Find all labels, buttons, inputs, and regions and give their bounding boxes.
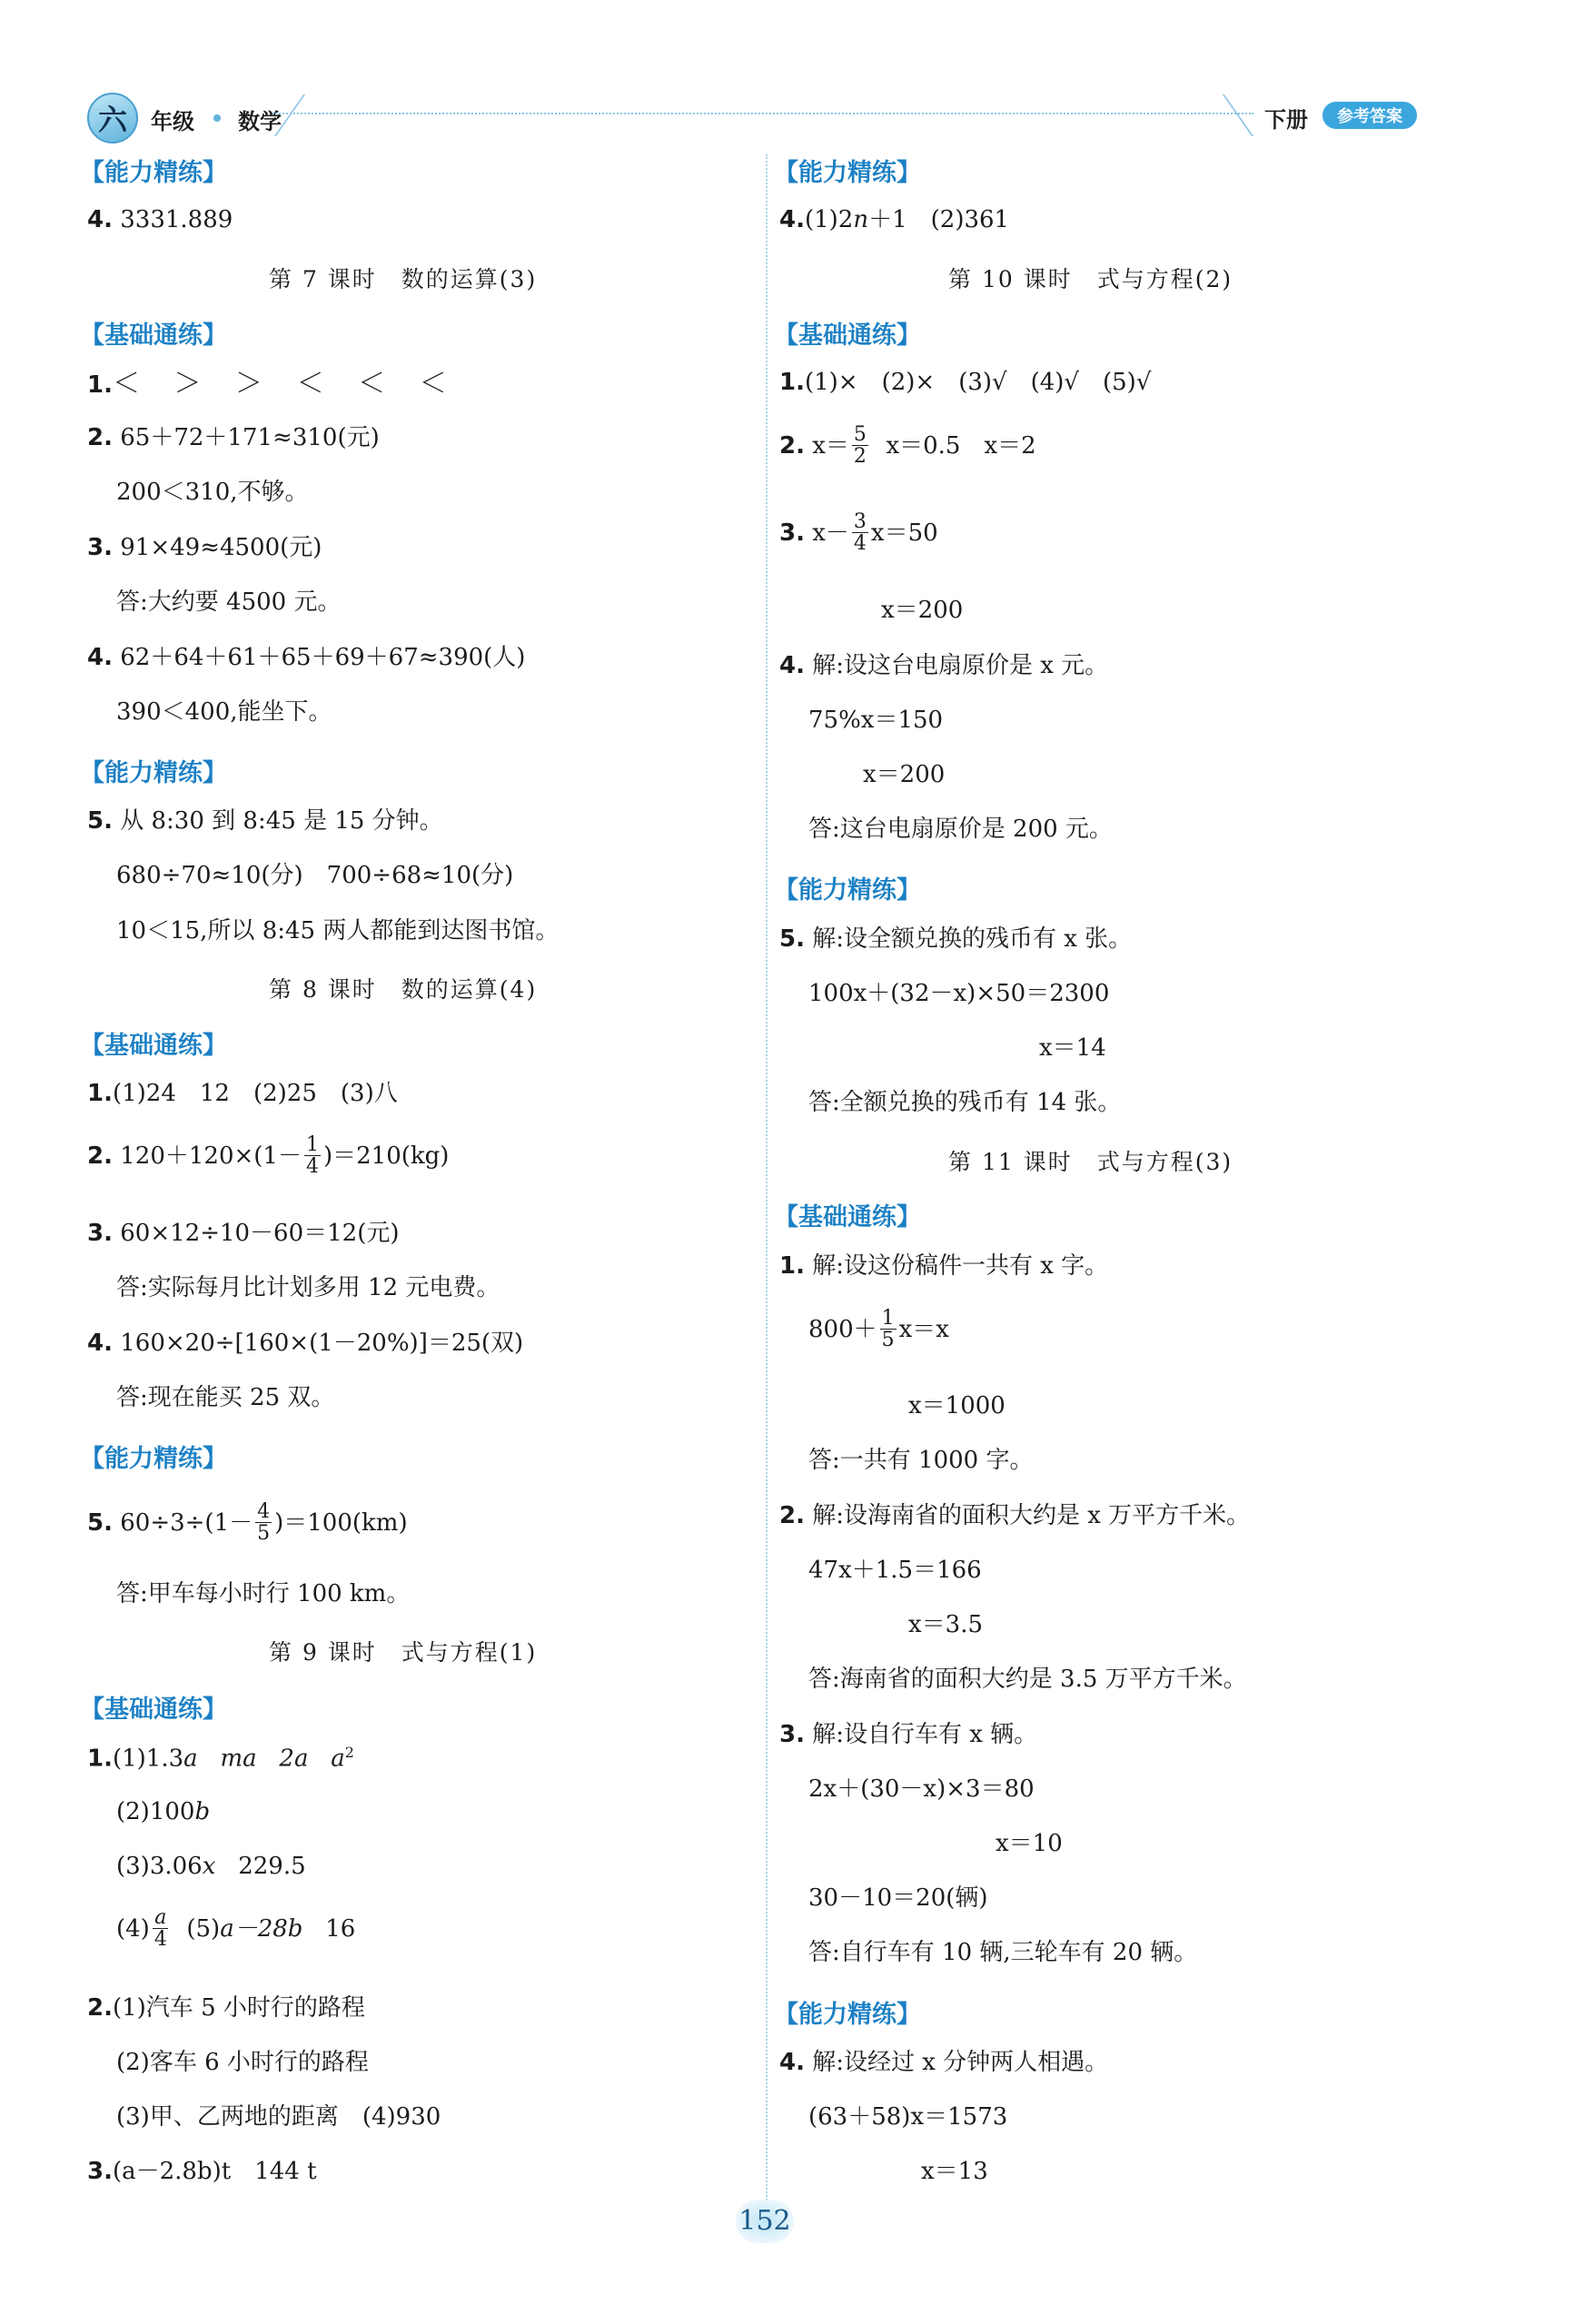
lesson-title: 第 8 课时 数的运算(4) — [269, 976, 538, 1003]
answer-line: 答:甲车每小时行 100 km。 — [116, 1580, 411, 1607]
section-heading: 【能力精练】 — [80, 1445, 227, 1473]
fraction: $\frac{1}{4}$ — [305, 1133, 319, 1179]
section-heading: 【基础通练】 — [80, 1696, 227, 1724]
answer-line: 30－10＝20(辆) — [808, 1884, 988, 1912]
fraction: $\frac{a}{4}$ — [154, 1906, 167, 1952]
section-heading: 【能力精练】 — [774, 2001, 921, 2029]
answer-line: 2x＋(30－x)×3＝80 — [808, 1775, 1035, 1803]
fraction: $\frac{3}{4}$ — [853, 510, 867, 556]
answer-line: 答:现在能买 25 双。 — [116, 1384, 335, 1411]
answer-line: x＝10 — [996, 1830, 1063, 1857]
answer-line: (3)甲、乙两地的距离 (4)930 — [116, 2103, 441, 2131]
answer-line: 3. 解:设自行车有 x 辆。 — [779, 1721, 1038, 1748]
answer-line: (63＋58)x＝1573 — [808, 2103, 1008, 2131]
section-heading: 【能力精练】 — [80, 759, 227, 787]
answer-line: 4. 解:设经过 x 分钟两人相遇。 — [779, 2049, 1109, 2076]
answer-line: 1.＜ ＞ ＞ ＜ ＜ ＜ — [87, 368, 460, 400]
answer-line: 10＜15,所以 8:45 两人都能到达图书馆。 — [116, 917, 560, 944]
answer-line: 答:这台电扇原价是 200 元。 — [808, 816, 1113, 843]
answer-line: 4. 解:设这台电扇原价是 x 元。 — [779, 652, 1109, 679]
answer-line: 3. 60×12÷10－60＝12(元) — [87, 1220, 400, 1247]
answer-line: 1.(1)× (2)× (3)√ (4)√ (5)√ — [779, 369, 1152, 396]
section-heading: 【能力精练】 — [774, 159, 921, 187]
header-divider-right — [1223, 94, 1253, 136]
answer-line: (2)客车 6 小时行的路程 — [116, 2049, 369, 2076]
fraction: $\frac{1}{5}$ — [881, 1307, 895, 1352]
fraction: $\frac{5}{2}$ — [853, 423, 867, 469]
answer-line: 4.(1)2n＋1 (2)361 — [779, 206, 1010, 233]
subject-label: 数学 — [238, 109, 282, 134]
answer-line: 1.(1)1.3a ma 2a $a^2$ — [87, 1744, 354, 1773]
answer-line: (4) $\frac{a}{4}$ (5) a－28b 16 — [116, 1906, 356, 1952]
answer-line: 2.(1)汽车 5 小时行的路程 — [87, 1994, 365, 2022]
answer-line: 5. 60÷3÷(1－ $\frac{4}{5}$ )＝100(km) — [87, 1500, 408, 1546]
lesson-title: 第 7 课时 数的运算(3) — [269, 266, 538, 292]
answer-line: 答:全额兑换的残币有 14 张。 — [808, 1089, 1122, 1116]
fraction: $\frac{4}{5}$ — [257, 1500, 271, 1546]
answer-line: 4. 160×20÷[160×(1－20%)]＝25(双) — [87, 1330, 524, 1357]
answer-line: x＝200 — [863, 761, 946, 788]
header-rule — [272, 113, 1253, 114]
answer-line: 答:实际每月比计划多用 12 元电费。 — [116, 1274, 500, 1301]
lesson-title: 第 9 课时 式与方程(1) — [269, 1639, 538, 1666]
answers-badge: 参考答案 — [1322, 102, 1417, 129]
section-heading: 【基础通练】 — [774, 321, 921, 350]
lesson-title: 第 11 课时 式与方程(3) — [948, 1149, 1233, 1175]
page-number: 152 — [738, 2205, 791, 2237]
answer-line: 2. 解:设海南省的面积大约是 x 万平方千米。 — [779, 1502, 1251, 1529]
answer-line: 答:一共有 1000 字。 — [808, 1447, 1034, 1474]
answer-line: 75%x＝150 — [808, 707, 944, 734]
answer-line: x＝13 — [921, 2158, 988, 2185]
answer-line: 680÷70≈10(分) 700÷68≈10(分) — [116, 862, 514, 889]
answer-line: 200＜310,不够。 — [116, 479, 309, 506]
answer-line: (2)100b — [116, 1798, 211, 1825]
answer-line: 2. x＝ $\frac{5}{2}$ x＝0.5 x＝2 — [779, 423, 1036, 469]
answer-line: x＝14 — [1039, 1034, 1106, 1062]
answer-line: 100x＋(32－x)×50＝2300 — [808, 980, 1110, 1007]
answer-line: 800＋ $\frac{1}{5}$ x＝x — [808, 1307, 949, 1352]
answer-line: 4. 62＋64＋61＋65＋69＋67≈390(人) — [87, 644, 526, 671]
answer-line: 4. 3331.889 — [87, 206, 233, 233]
answer-line: 5. 解:设全额兑换的残币有 x 张。 — [779, 925, 1133, 953]
answer-line: 答:自行车有 10 辆,三轮车有 20 辆。 — [808, 1939, 1198, 1966]
column-divider — [766, 154, 768, 2207]
section-heading: 【能力精练】 — [80, 159, 227, 187]
section-heading: 【基础通练】 — [80, 321, 227, 350]
answer-line: 1.(1)24 12 (2)25 (3)八 — [87, 1080, 398, 1107]
answer-line: 2. 65＋72＋171≈310(元) — [87, 424, 380, 451]
answer-line: 2. 120＋120×(1－ $\frac{1}{4}$ )＝210(kg) — [87, 1133, 450, 1179]
volume-label: 下册 — [1264, 107, 1308, 133]
answer-line: 47x＋1.5＝166 — [808, 1557, 982, 1584]
grade-label: 年级 — [151, 109, 194, 134]
grade-badge: 六 — [87, 93, 138, 143]
answer-line: x＝1000 — [908, 1392, 1005, 1419]
answer-line: (3)3.06x 229.5 — [116, 1853, 306, 1880]
answer-line: 390＜400,能坐下。 — [116, 698, 332, 726]
answer-line: x＝3.5 — [908, 1611, 984, 1638]
answer-line: 5. 从 8:30 到 8:45 是 15 分钟。 — [87, 807, 443, 835]
answer-line: 3. 91×49≈4500(元) — [87, 534, 322, 561]
answer-line: x＝200 — [881, 597, 964, 624]
section-heading: 【基础通练】 — [80, 1032, 227, 1060]
section-heading: 【能力精练】 — [774, 876, 921, 905]
lesson-title: 第 10 课时 式与方程(2) — [948, 266, 1233, 292]
section-heading: 【基础通练】 — [774, 1203, 921, 1231]
answer-line: 答:海南省的面积大约是 3.5 万平方千米。 — [808, 1666, 1247, 1693]
answer-line: 3. x－ $\frac{3}{4}$ x＝50 — [779, 510, 938, 556]
answer-line: 1. 解:设这份稿件一共有 x 字。 — [779, 1252, 1109, 1280]
answer-line: 答:大约要 4500 元。 — [116, 588, 342, 616]
header-dot — [213, 114, 221, 122]
answer-line: 3.(a－2.8b)t 144 t — [87, 2158, 317, 2185]
